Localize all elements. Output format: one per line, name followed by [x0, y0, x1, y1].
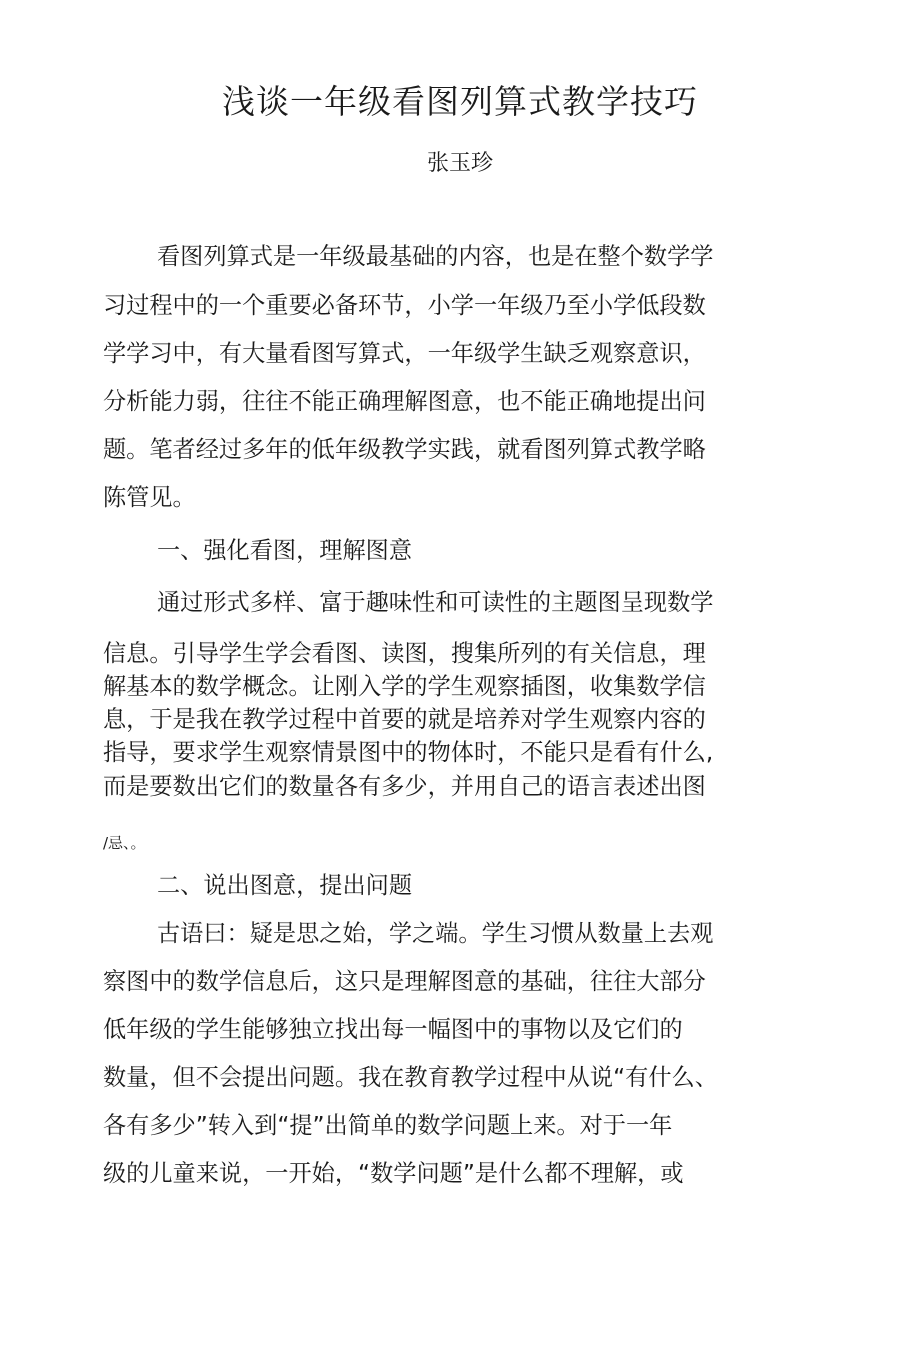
- para3-line: 级的儿童来说，一开始，“数学问题”是什么都不理解，或: [103, 1160, 684, 1187]
- para2-line: 信息。引导学生学会看图、读图，搜集所列的有关信息，理: [103, 640, 706, 667]
- para1-line: 题。笔者经过多年的低年级教学实践，就看图列算式教学略: [103, 436, 706, 463]
- para2-line: /忌、。: [103, 834, 146, 852]
- para3-line: 古语曰：疑是思之始，学之端。学生习惯从数量上去观: [157, 920, 714, 947]
- document-title: 浅谈一年级看图列算式教学技巧: [222, 82, 698, 121]
- para2-line: 通过形式多样、富于趣味性和可读性的主题图呈现数学: [157, 589, 714, 616]
- section-heading-2: 二、说出图意，提出问题: [157, 872, 413, 899]
- para3-line: 察图中的数学信息后，这只是理解图意的基础，往往大部分: [103, 968, 706, 995]
- para1-line: 学学习中，有大量看图写算式，一年级学生缺乏观察意识，: [103, 340, 706, 367]
- para3-line: 低年级的学生能够独立找出每一幅图中的事物以及它们的: [103, 1016, 683, 1043]
- para1-line: 分析能力弱，往往不能正确理解图意，也不能正确地提出问: [103, 388, 706, 415]
- para2-line: 息，于是我在教学过程中首要的就是培养对学生观察内容的: [103, 706, 706, 733]
- para2-line: 解基本的数学概念。让刚入学的学生观察插图，收集数学信: [103, 673, 706, 700]
- author-name: 张玉珍: [426, 151, 493, 176]
- section-heading-1: 一、强化看图，理解图意: [157, 537, 413, 564]
- para3-line: 数量，但不会提出问题。我在教育教学过程中从说“有什么、: [103, 1064, 718, 1091]
- para2-line: 而是要数出它们的数量各有多少，并用自己的语言表述出图: [103, 773, 706, 800]
- para2-line: 指导，要求学生观察情景图中的物体时，不能只是看有什么,: [103, 739, 714, 766]
- para3-line: 各有多少”转入到“提”出简单的数学问题上来。对于一年: [103, 1112, 673, 1139]
- para1-line: 看图列算式是一年级最基础的内容，也是在整个数学学: [157, 243, 714, 270]
- para1-line: 习过程中的一个重要必备环节，小学一年级乃至小学低段数: [103, 292, 706, 319]
- para1-line: 陈管见。: [103, 484, 196, 511]
